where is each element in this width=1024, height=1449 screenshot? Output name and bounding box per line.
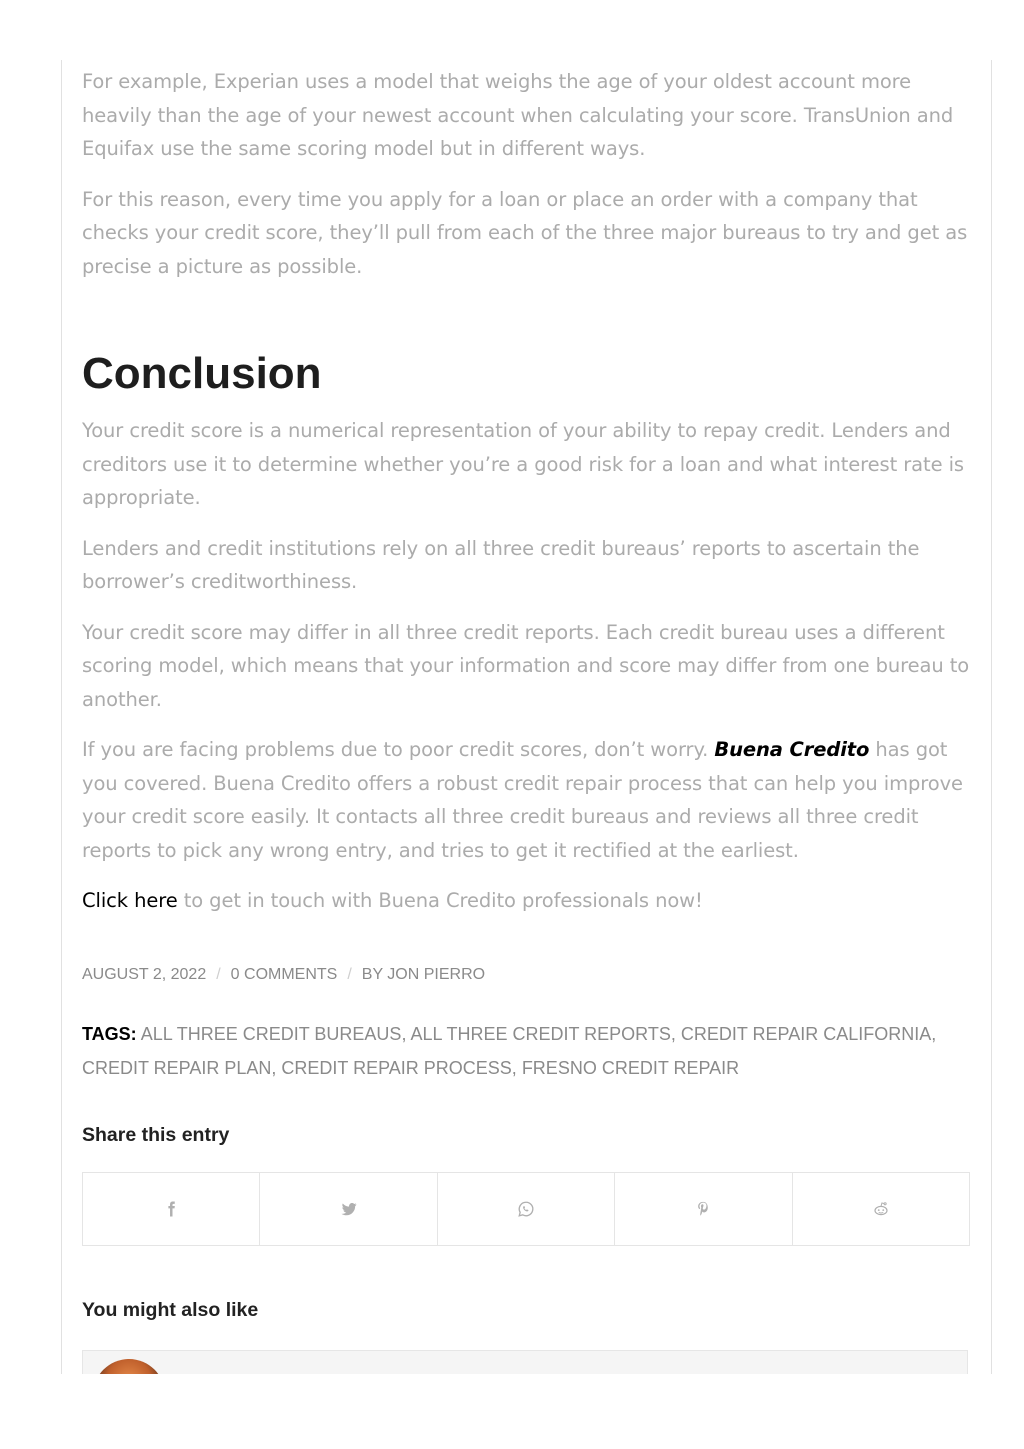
intro-paragraph-1: For example, Experian uses a model that weighs the age of your oldest account more heavily than the age of your newest account when calculating your score. TransUnion and Equifax use the same scoring model but in different ways. [82, 70, 954, 160]
share-twitter-button[interactable] [260, 1173, 437, 1245]
conclusion-section [82, 414, 972, 935]
share-pinterest-button[interactable] [615, 1173, 792, 1245]
buena-credito-link[interactable]: Buena Credito [714, 738, 870, 761]
reddit-icon [872, 1200, 890, 1218]
share-whatsapp-button[interactable] [438, 1173, 615, 1245]
comments-link[interactable]: 0 COMMENTS [230, 966, 338, 983]
meta-separator: / [347, 966, 352, 983]
promo-text-after: has got you covered. Buena Credito offers a robust credit repair process that can help you improve your credit score easily. It contacts all three credit bureaus and reviews all three credit reports to pick any wrong entry, and tries to get it rectified at the earliest. [82, 738, 963, 862]
tag-link[interactable]: ALL THREE CREDIT REPORTS [410, 1024, 671, 1044]
facebook-icon [162, 1200, 180, 1218]
author-link[interactable]: BY JON PIERRO [361, 966, 486, 983]
promo-text-before: If you are facing problems due to poor credit scores, don’t worry. [82, 738, 715, 761]
cta-text: to get in touch with Buena Credito professionals now! [177, 889, 703, 912]
share-bar [82, 1172, 970, 1246]
share-title: Share this entry [82, 1124, 230, 1146]
twitter-icon [340, 1200, 358, 1218]
pinterest-icon [694, 1200, 712, 1218]
cta-paragraph [82, 884, 972, 918]
post-date[interactable]: AUGUST 2, 2022 [82, 966, 207, 983]
conclusion-paragraph-1: Your credit score is a numerical representation of your ability to repay credit. Lenders and creditors use it to determine whether you’re a good risk for a loan and what interest rate is appropriate. [82, 419, 964, 509]
tag-link[interactable]: CREDIT REPAIR PROCESS [281, 1057, 512, 1078]
share-facebook-button[interactable] [83, 1173, 260, 1245]
intro-paragraph-2: For this reason, every time you apply for a loan or place an order with a company that checks your credit score, they’ll pull from each of the three major bureaus to try and get as precise a picture as possible. [82, 187, 968, 278]
related-post-card[interactable] [82, 1350, 968, 1374]
click-here-link[interactable]: Click here [82, 889, 178, 912]
promo-paragraph [82, 733, 972, 867]
post-meta [82, 966, 485, 984]
tags-label: TAGS: [82, 1024, 137, 1044]
share-reddit-button[interactable] [793, 1173, 969, 1245]
related-posts-title: You might also like [82, 1299, 259, 1321]
tag-link[interactable]: CREDIT REPAIR CALIFORNIA [680, 1024, 932, 1044]
post-tags: TAGS: ALL THREE CREDIT BUREAUS, ALL THREE CREDIT REPORTS, CREDIT REPAIR CALIFORNIA, CREDIT REPAIR PLAN, CREDIT REPAIR PROCESS, FRESNO CREDIT REPAIR [82, 1024, 937, 1078]
related-post-thumbnail [93, 1359, 165, 1374]
tag-link[interactable]: CREDIT REPAIR PLAN [82, 1057, 272, 1078]
conclusion-heading: Conclusion [82, 349, 322, 398]
tag-link[interactable]: FRESNO CREDIT REPAIR [521, 1057, 740, 1078]
conclusion-paragraph-2: Lenders and credit institutions rely on all three credit bureaus’ reports to ascertain the borrower’s creditworthiness. [82, 536, 920, 593]
article-page [61, 60, 992, 1374]
meta-separator: / [216, 966, 221, 983]
conclusion-paragraph-3: Your credit score may differ in all three credit reports. Each credit bureau uses a different scoring model, which means that your information and score may differ from one bureau to another. [82, 620, 970, 711]
tag-link[interactable]: ALL THREE CREDIT BUREAUS [140, 1024, 402, 1044]
whatsapp-icon [517, 1200, 535, 1218]
article-content [82, 60, 972, 1321]
